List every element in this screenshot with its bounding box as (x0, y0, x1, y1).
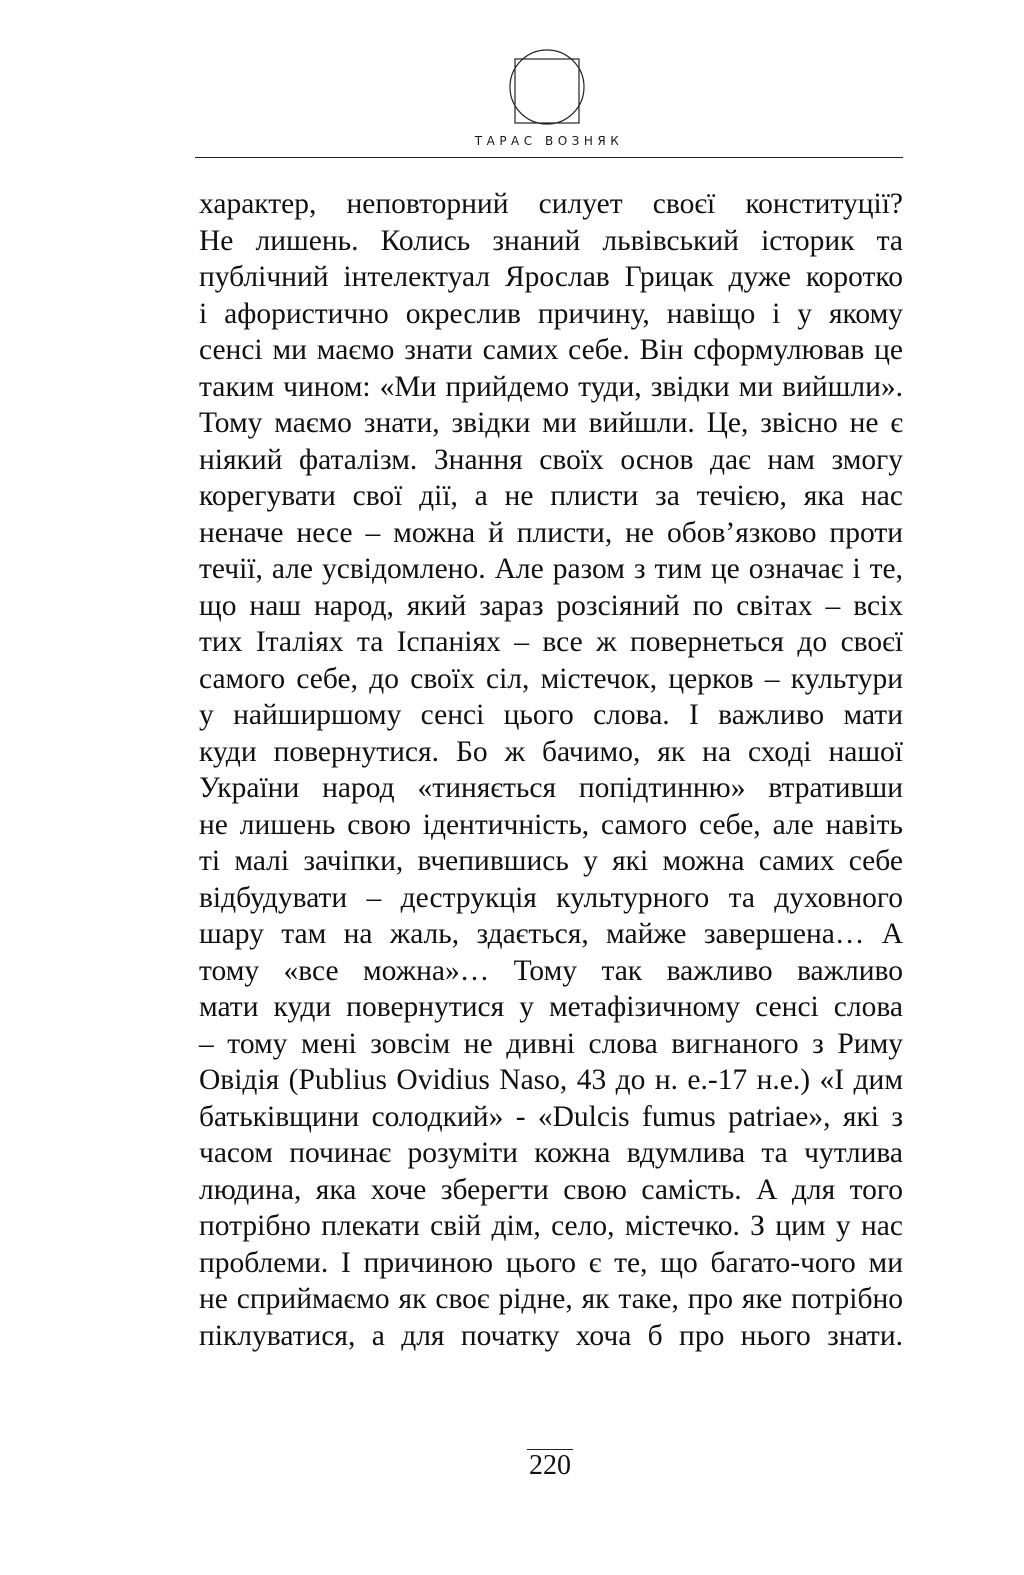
text-line: потрібно плекати свій дім, село, містечко. З цим у нас (199, 1210, 903, 1242)
text-line: Тому маємо знати, звідки ми вийшли. Це, звісно не є (199, 407, 903, 439)
text-line: батьківщини солодкий» - «Dulcis fumus patriae», які з (199, 1100, 903, 1133)
text-line: корегувати свої дії, а не плисти за течією, яка нас (199, 480, 903, 512)
text-line: і афористично окреслив причину, навіщо і у якому (199, 297, 903, 330)
text-line: тих Італіях та Іспаніях – все ж повернеться до своєї (199, 626, 903, 658)
page-number-value: 220 (529, 1450, 571, 1481)
text-line: сенсі ми маємо знати самих себе. Він сформулював це (199, 334, 903, 366)
text-line: людина, яка хоче зберегти свою самість. А для того (199, 1173, 903, 1206)
text-line: Овідія (Publius Ovidius Naso, 43 до н. е.-17 н.е.) «І дим (199, 1064, 903, 1096)
text-line: відбудувати – деструкція культурного та духовного (199, 881, 903, 914)
text-line: піклуватися, а для початку хоча б про нього знати. (199, 1319, 903, 1352)
text-line: проблеми. І причиною цього є те, що багато-чого ми (199, 1246, 903, 1279)
text-line: не сприймаємо як своє рідне, як таке, про яке потрібно (199, 1283, 903, 1315)
text-line: течії, але усвідомлено. Але разом з тим це означає і те, (199, 553, 903, 585)
text-line: тому «все можна»… Тому так важливо важливо (199, 954, 903, 987)
text-line: шару там на жаль, здається, майже завершена… А (199, 918, 903, 950)
body-text (199, 186, 903, 1354)
text-line: самого себе, до своїх сіл, містечок, церков – культури (199, 662, 903, 695)
text-line: у найширшому сенсі цього слова. І важливо мати (199, 699, 903, 731)
text-line: що наш народ, який зараз розсіяний по світах – всіх (199, 589, 903, 622)
header-divider (195, 157, 903, 158)
author-emblem-icon (508, 48, 586, 126)
text-line: – тому мені зовсім не дивні слова вигнаного з Риму (199, 1027, 903, 1060)
running-head-author: ТАРАС ВОЗНЯК (474, 134, 624, 148)
text-line: публічний інтелектуал Ярослав Грицак дуже коротко (199, 261, 903, 293)
text-line: таким чином: «Ми прийдемо туди, звідки ми вийшли». (199, 370, 903, 403)
text-line: куди повернутися. Бо ж бачимо, як на сході нашої (199, 735, 903, 768)
text-line: не лишень свою ідентичність, самого себе, але навіть (199, 808, 903, 841)
text-line: ті малі зачіпки, вчепившись у які можна самих себе (199, 845, 903, 877)
page-number (0, 1450, 1024, 1482)
text-line: часом починає розуміти кожна вдумлива та чутлива (199, 1137, 903, 1169)
text-line: характер, неповторний силует своєї конституції? (199, 188, 903, 220)
text-line: неначе несе – можна й плисти, не обов’язково проти (199, 516, 903, 549)
text-line: мати куди повернутися у метафізичному сенсі слова (199, 991, 903, 1023)
text-line: Не лишень. Колись знаний львівський історик та (199, 224, 903, 257)
text-line: України народ «тиняється попідтинню» втративши (199, 772, 903, 804)
text-line: ніякий фаталізм. Знання своїх основ дає нам змогу (199, 443, 903, 476)
